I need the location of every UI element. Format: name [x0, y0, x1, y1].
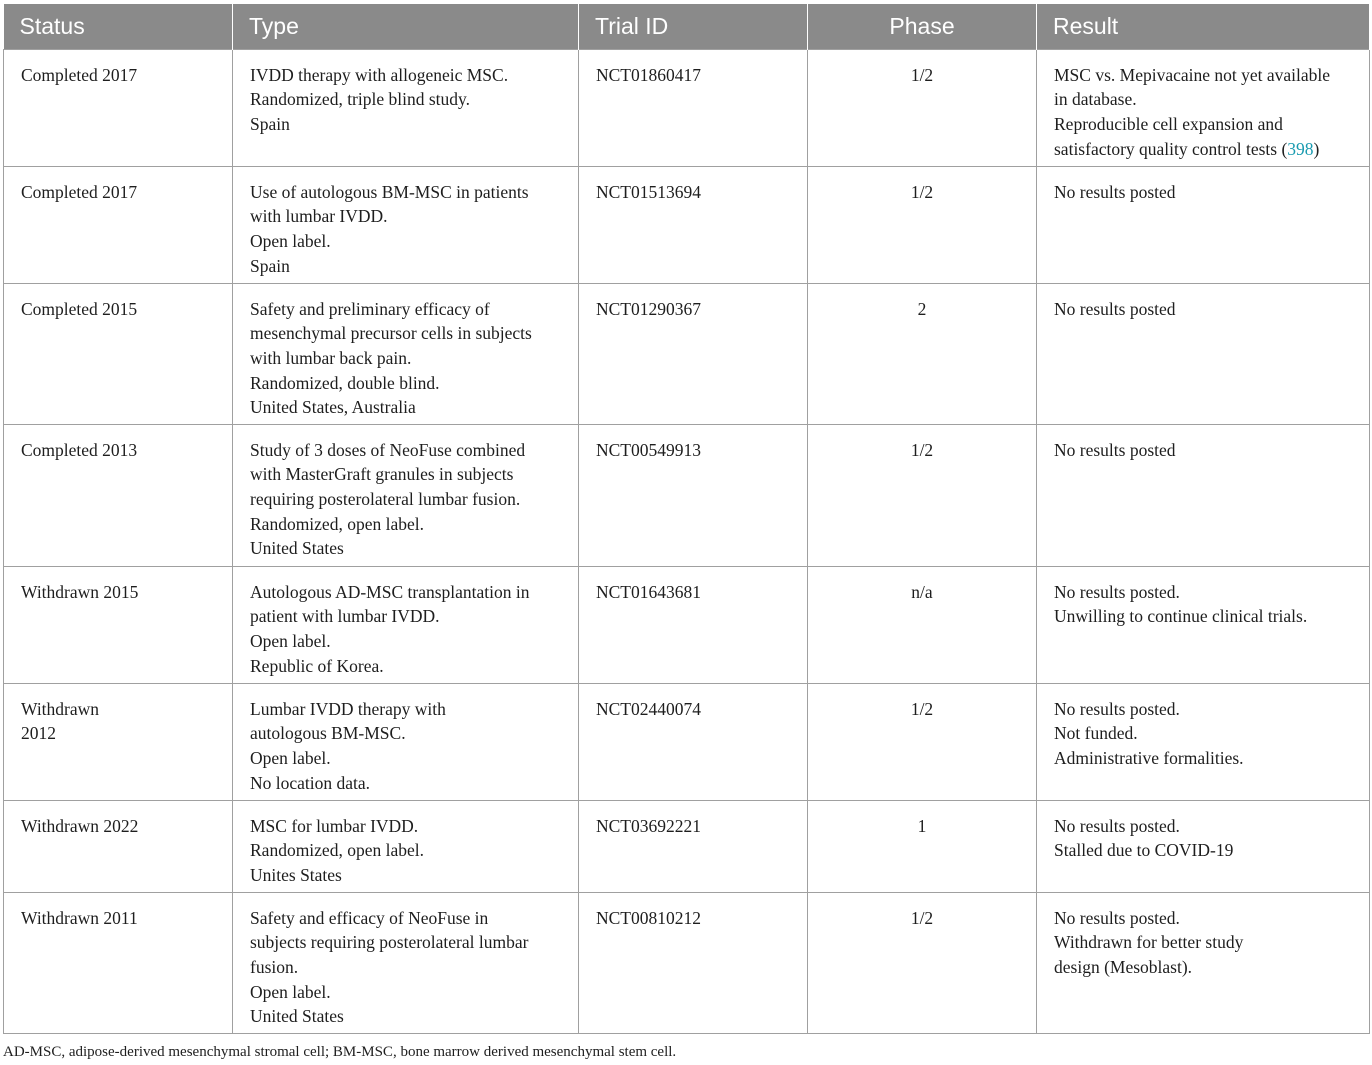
type-text: Autologous AD-MSC transplantation in: [250, 581, 530, 602]
cell-result: [1037, 566, 1370, 683]
phase-text: 2: [917, 298, 927, 319]
type-text: Open label.: [250, 981, 331, 1002]
table-row: [4, 166, 1370, 283]
cell-trial-id: [579, 424, 808, 566]
status-text: Completed 2013: [21, 439, 138, 460]
table-row: [4, 424, 1370, 566]
cell-phase: [808, 424, 1037, 566]
result-text: Not funded.: [1054, 723, 1138, 744]
type-text: Randomized, triple blind study.: [250, 89, 471, 110]
status-text: Withdrawn 2022: [21, 815, 139, 836]
type-text: MSC for lumbar IVDD.: [250, 815, 419, 836]
cell-trial-id: [579, 683, 808, 800]
result-text: Unwilling to continue clinical trials.: [1054, 606, 1308, 627]
cell-status: [4, 283, 233, 424]
cell-result: [1037, 800, 1370, 892]
type-text: with lumbar back pain.: [250, 347, 412, 368]
cell-type: [233, 800, 579, 892]
cell-result: [1037, 283, 1370, 424]
type-text: Safety and efficacy of NeoFuse in: [250, 907, 489, 928]
type-text: IVDD therapy with allogeneic MSC.: [250, 64, 509, 85]
result-text: Withdrawn for better study: [1054, 932, 1244, 953]
type-text: Lumbar IVDD therapy with: [250, 698, 446, 719]
header-row: [4, 4, 1370, 49]
type-text: Randomized, open label.: [250, 840, 424, 861]
column-header-status: Status: [4, 4, 233, 49]
result-text: in database.: [1054, 89, 1137, 110]
phase-text: 1/2: [910, 181, 934, 202]
type-text: Republic of Korea.: [250, 655, 384, 676]
result-text: No results posted.: [1054, 581, 1180, 602]
cell-phase: [808, 566, 1037, 683]
cell-status: [4, 166, 233, 283]
type-text: mesenchymal precursor cells in subjects: [250, 323, 532, 344]
clinical-trials-table: [3, 4, 1370, 1034]
cell-status: [4, 424, 233, 566]
status-text: Completed 2015: [21, 298, 138, 319]
type-text: autologous BM-MSC.: [250, 723, 406, 744]
cell-trial-id: [579, 49, 808, 166]
result-text: Reproducible cell expansion and: [1054, 113, 1283, 134]
type-text: No location data.: [250, 772, 371, 793]
cell-status: [4, 800, 233, 892]
cell-phase: [808, 49, 1037, 166]
type-text: fusion.: [250, 956, 299, 977]
cell-phase: [808, 800, 1037, 892]
trial-id-text: NCT01290367: [596, 298, 701, 319]
cell-result: [1037, 49, 1370, 166]
trials-table-container: [3, 4, 1369, 1034]
trial-id-text: NCT01860417: [596, 64, 701, 85]
table-row: [4, 283, 1370, 424]
result-text: No results posted.: [1054, 698, 1180, 719]
result-text: No results posted: [1054, 298, 1176, 319]
column-header-phase: Phase: [808, 4, 1037, 49]
status-text: Withdrawn: [21, 698, 100, 719]
result-text: design (Mesoblast).: [1054, 956, 1193, 977]
column-header-type: Type: [233, 4, 579, 49]
type-text: United States, Australia: [250, 397, 416, 418]
type-text: Study of 3 doses of NeoFuse combined: [250, 439, 526, 460]
cell-status: [4, 49, 233, 166]
cell-phase: [808, 166, 1037, 283]
status-text: Withdrawn 2011: [21, 907, 138, 928]
table-row: [4, 892, 1370, 1033]
type-text: Use of autologous BM-MSC in patients: [250, 181, 529, 202]
type-text: Open label.: [250, 230, 331, 251]
table-row: [4, 683, 1370, 800]
type-text: Spain: [250, 113, 290, 134]
cell-result: [1037, 424, 1370, 566]
cell-type: [233, 166, 579, 283]
type-text: Randomized, double blind.: [250, 372, 440, 393]
result-text: No results posted: [1054, 181, 1176, 202]
phase-text: 1/2: [910, 907, 934, 928]
table-row: [4, 566, 1370, 683]
phase-text: n/a: [911, 581, 933, 602]
type-text: requiring posterolateral lumbar fusion.: [250, 488, 521, 509]
column-header-trial-id: Trial ID: [579, 4, 808, 49]
table-header: [4, 4, 1370, 49]
cell-trial-id: [579, 892, 808, 1033]
cell-phase: [808, 683, 1037, 800]
trial-id-text: NCT01643681: [596, 581, 701, 602]
type-text: United States: [250, 1006, 344, 1027]
status-text: Completed 2017: [21, 181, 138, 202]
table-row: [4, 800, 1370, 892]
phase-text: 1/2: [910, 698, 934, 719]
type-text: Open label.: [250, 630, 331, 651]
result-text: No results posted.: [1054, 907, 1180, 928]
cell-status: [4, 892, 233, 1033]
type-text: with MasterGraft granules in subjects: [250, 464, 514, 485]
type-text: with lumbar IVDD.: [250, 206, 388, 227]
type-text: Spain: [250, 255, 290, 276]
trial-id-text: NCT00549913: [596, 439, 701, 460]
cell-result: [1037, 683, 1370, 800]
cell-trial-id: [579, 283, 808, 424]
cell-type: [233, 424, 579, 566]
cell-phase: [808, 283, 1037, 424]
cell-type: [233, 683, 579, 800]
type-text: subjects requiring posterolateral lumbar: [250, 932, 529, 953]
trial-id-text: NCT02440074: [596, 698, 701, 719]
status-text: Completed 2017: [21, 64, 138, 85]
cell-trial-id: [579, 800, 808, 892]
citation-link[interactable]: 398: [1287, 138, 1314, 159]
cell-trial-id: [579, 566, 808, 683]
status-text: Withdrawn 2015: [21, 581, 139, 602]
phase-text: 1/2: [910, 64, 934, 85]
cell-phase: [808, 892, 1037, 1033]
trial-id-text: NCT03692221: [596, 815, 701, 836]
cell-type: [233, 283, 579, 424]
table-row: [4, 49, 1370, 166]
type-text: Randomized, open label.: [250, 513, 424, 534]
result-text: Administrative formalities.: [1054, 747, 1244, 768]
result-text: No results posted: [1054, 439, 1176, 460]
type-text: Open label.: [250, 747, 331, 768]
result-text: Stalled due to COVID-19: [1054, 840, 1234, 861]
cell-result: [1037, 166, 1370, 283]
cell-status: [4, 683, 233, 800]
cell-trial-id: [579, 166, 808, 283]
type-text: United States: [250, 538, 344, 559]
cell-type: [233, 892, 579, 1033]
trial-id-text: NCT01513694: [596, 181, 701, 202]
cell-status: [4, 566, 233, 683]
cell-result: [1037, 892, 1370, 1033]
trial-id-text: NCT00810212: [596, 907, 701, 928]
type-text: Unites States: [250, 864, 342, 885]
cell-type: [233, 566, 579, 683]
type-text: patient with lumbar IVDD.: [250, 606, 440, 627]
phase-text: 1: [917, 815, 927, 836]
result-text: MSC vs. Mepivacaine not yet available: [1054, 64, 1331, 85]
table-body: [4, 49, 1370, 1033]
cell-type: [233, 49, 579, 166]
result-text: satisfactory quality control tests (398): [1054, 138, 1320, 159]
result-text: No results posted.: [1054, 815, 1180, 836]
column-header-result: Result: [1037, 4, 1370, 49]
status-text: 2012: [21, 723, 56, 744]
type-text: Safety and preliminary efficacy of: [250, 298, 490, 319]
table-footnote: AD-MSC, adipose-derived mesenchymal stromal cell; BM-MSC, bone marrow derived mesenchymal stem cell.: [3, 1044, 677, 1060]
phase-text: 1/2: [910, 439, 934, 460]
